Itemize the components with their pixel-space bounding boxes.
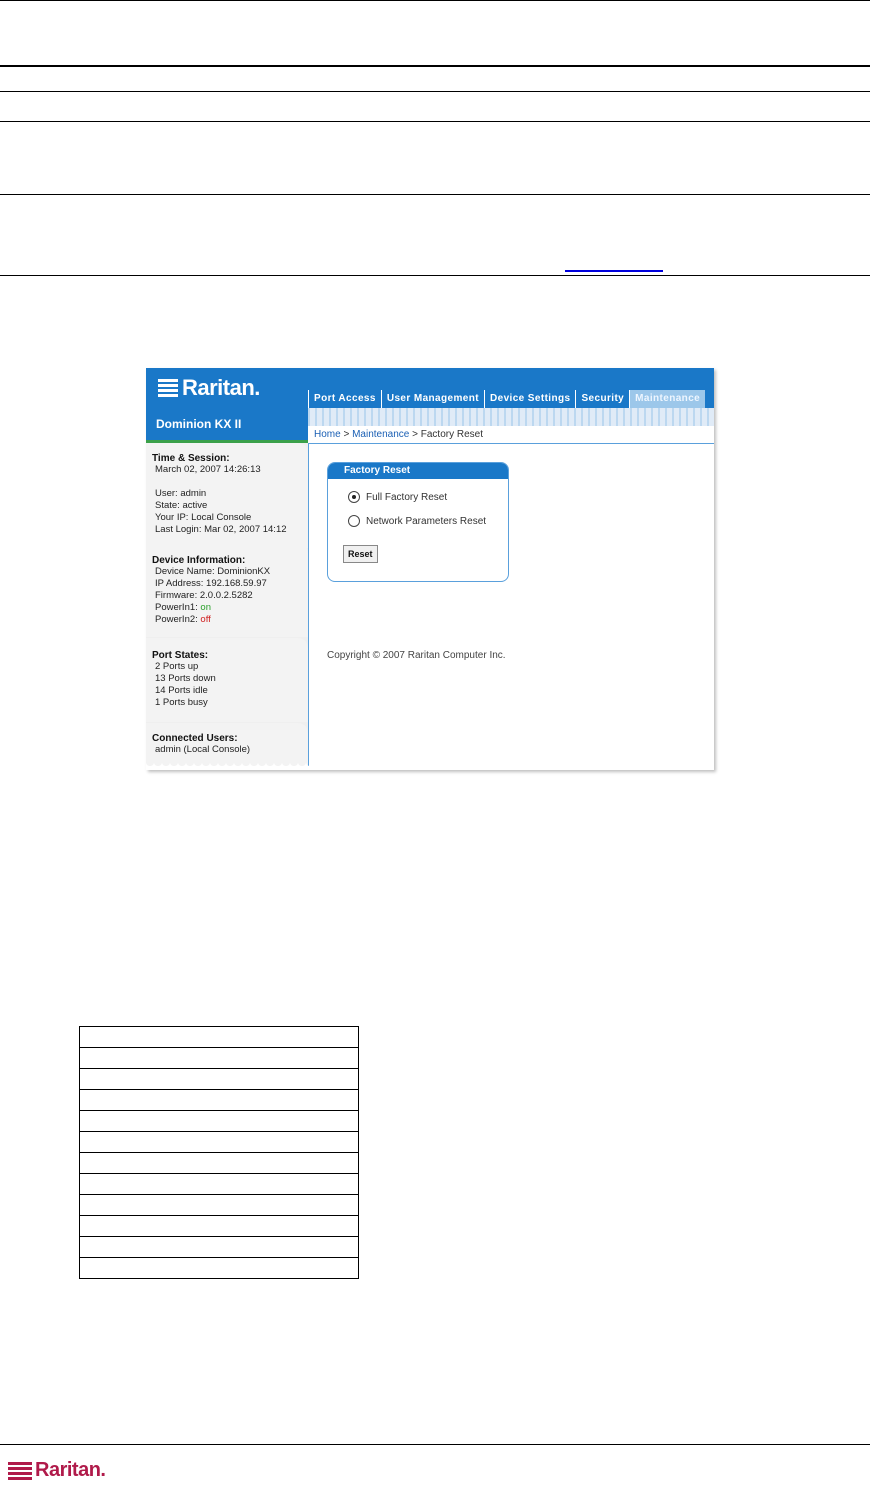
footer-logo-text: Raritan. bbox=[35, 1459, 106, 1481]
power-in-2-value: off bbox=[200, 614, 211, 625]
footer-logo-icon bbox=[8, 1462, 32, 1480]
breadcrumb-sep: > bbox=[343, 429, 350, 440]
product-name: Dominion KX II bbox=[156, 417, 242, 431]
session-user: User: admin bbox=[155, 488, 207, 499]
main-tabs bbox=[308, 390, 705, 408]
tab-maintenance[interactable]: Maintenance bbox=[629, 390, 705, 408]
breadcrumb bbox=[308, 426, 714, 444]
session-date: March 02, 2007 14:26:13 bbox=[155, 464, 261, 475]
breadcrumb-current: Factory Reset bbox=[420, 429, 484, 440]
tab-port-access[interactable]: Port Access bbox=[308, 390, 381, 408]
power-in-2 bbox=[146, 614, 308, 626]
factory-reset-title: Factory Reset bbox=[328, 463, 508, 479]
network-reset-radio[interactable] bbox=[348, 515, 360, 527]
device-ip: IP Address: 192.168.59.97 bbox=[155, 578, 267, 589]
time-session-panel bbox=[146, 443, 308, 548]
network-reset-label: Network Parameters Reset bbox=[366, 515, 487, 527]
full-factory-reset-radio[interactable] bbox=[348, 491, 360, 503]
raritan-logo-icon bbox=[158, 379, 178, 397]
breadcrumb-maintenance[interactable]: Maintenance bbox=[352, 429, 410, 440]
table-row bbox=[80, 1090, 359, 1111]
network-reset-option[interactable] bbox=[348, 515, 486, 527]
table-row bbox=[80, 1195, 359, 1216]
table-rule-1 bbox=[0, 65, 870, 67]
raritan-logo bbox=[158, 374, 260, 402]
full-factory-reset-option[interactable] bbox=[348, 491, 447, 503]
table-row bbox=[80, 1132, 359, 1153]
kx2-screenshot bbox=[146, 368, 714, 770]
device-name: Device Name: DominionKX bbox=[155, 566, 271, 577]
table-row bbox=[80, 1258, 359, 1279]
time-session-title: Time & Session: bbox=[152, 453, 230, 464]
top-banner bbox=[146, 368, 714, 408]
empty-table bbox=[79, 1026, 359, 1279]
device-info-panel bbox=[146, 543, 308, 637]
ports-busy: 1 Ports busy bbox=[155, 697, 208, 708]
table-row bbox=[80, 1216, 359, 1237]
power-in-1-value: on bbox=[200, 602, 211, 613]
power-in-1 bbox=[146, 602, 308, 614]
table-row bbox=[80, 1111, 359, 1132]
header-rule bbox=[0, 0, 870, 1]
table-rule-5 bbox=[0, 275, 870, 276]
table-row bbox=[80, 1237, 359, 1258]
ports-up: 2 Ports up bbox=[155, 661, 199, 672]
device-firmware: Firmware: 2.0.0.2.5282 bbox=[155, 590, 253, 601]
torn-edge bbox=[146, 762, 714, 770]
breadcrumb-sep: > bbox=[412, 429, 418, 440]
ports-idle: 14 Ports idle bbox=[155, 685, 208, 696]
reset-button[interactable]: Reset bbox=[343, 545, 378, 563]
footer-rule bbox=[0, 1444, 870, 1445]
table-rule-2 bbox=[0, 91, 870, 92]
table-row bbox=[80, 1153, 359, 1174]
tab-device-settings[interactable]: Device Settings bbox=[484, 390, 575, 408]
table-row bbox=[80, 1069, 359, 1090]
breadcrumb-home[interactable]: Home bbox=[314, 429, 341, 440]
ports-down: 13 Ports down bbox=[155, 673, 216, 684]
decorative-strip bbox=[308, 408, 714, 426]
factory-reset-panel bbox=[327, 462, 509, 582]
tab-security[interactable]: Security bbox=[575, 390, 629, 408]
power-in-2-label: PowerIn2: bbox=[155, 614, 198, 625]
session-ip: Your IP: Local Console bbox=[155, 512, 252, 523]
main-content bbox=[309, 444, 714, 770]
table-row bbox=[80, 1027, 359, 1048]
port-states-title: Port States: bbox=[152, 650, 209, 661]
connected-users-title: Connected Users: bbox=[152, 733, 238, 744]
link-underline[interactable] bbox=[565, 270, 663, 272]
table-row bbox=[80, 1174, 359, 1195]
full-factory-reset-label: Full Factory Reset bbox=[366, 491, 448, 503]
power-in-1-label: PowerIn1: bbox=[155, 602, 198, 613]
tab-user-management[interactable]: User Management bbox=[381, 390, 484, 408]
table-row bbox=[80, 1048, 359, 1069]
product-bar bbox=[146, 408, 308, 443]
raritan-logo-text: Raritan. bbox=[182, 375, 260, 400]
connected-user: admin (Local Console) bbox=[155, 744, 251, 755]
device-info-title: Device Information: bbox=[152, 555, 246, 566]
table-rule-4 bbox=[0, 194, 870, 195]
session-state: State: active bbox=[155, 500, 208, 511]
sidebar bbox=[146, 443, 309, 770]
footer-raritan-logo bbox=[8, 1459, 105, 1482]
copyright-text: Copyright © 2007 Raritan Computer Inc. bbox=[327, 650, 506, 661]
table-rule-3 bbox=[0, 121, 870, 122]
session-last-login: Last Login: Mar 02, 2007 14:12 bbox=[155, 524, 287, 535]
port-states-panel bbox=[146, 638, 308, 722]
